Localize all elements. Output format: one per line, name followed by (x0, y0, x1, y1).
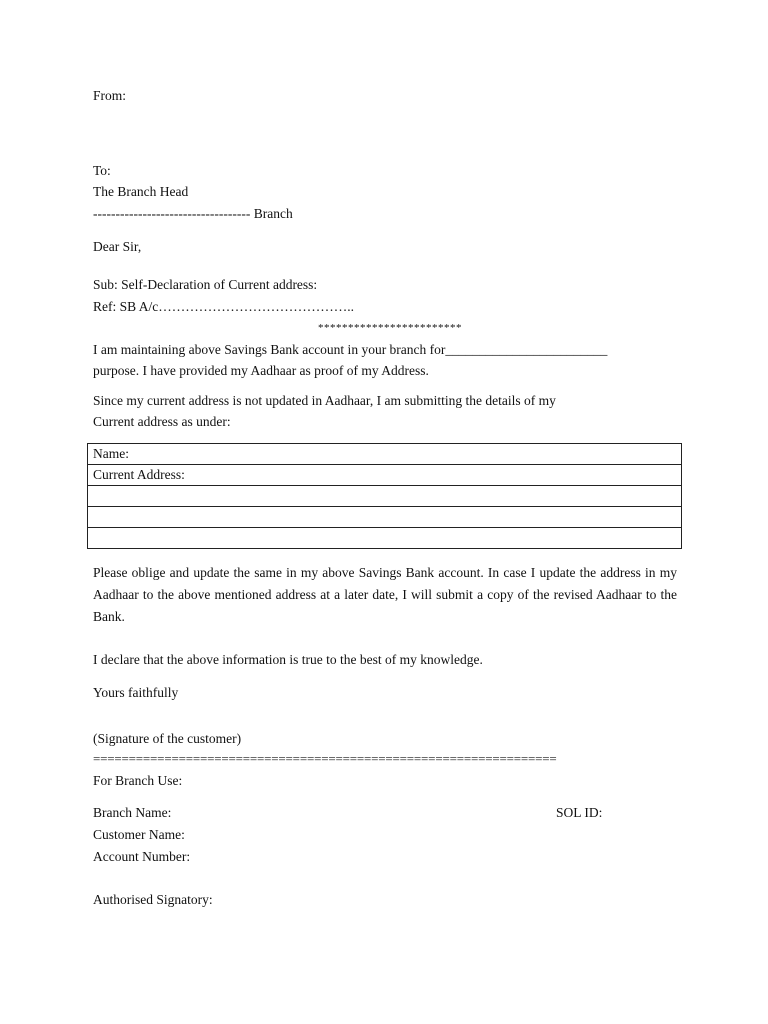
from-label: From: (93, 88, 127, 103)
oblige-paragraph: Please oblige and update the same in my above Savings Bank account. In case I update the address in my Aadhaar to the above mentioned address at a later date, I will submit a copy of the revised Aadhaar to the Bank. (93, 565, 677, 624)
to-branch-line: ----------------------------------- Branch (93, 206, 293, 221)
para2-line1: Since my current address is not updated in Aadhaar, I am submitting the details of my (93, 393, 556, 408)
salutation: Dear Sir, (93, 239, 142, 254)
branch-name-label: Branch Name: (93, 805, 172, 820)
table-row-blank (88, 507, 682, 528)
para1-line2: purpose. I have provided my Aadhaar as proof of my Address. (93, 363, 429, 378)
to-branch-head: The Branch Head (93, 184, 189, 199)
table-row-current-address: Current Address: (88, 465, 682, 486)
account-number-label: Account Number: (93, 849, 191, 864)
sol-id-label: SOL ID: (556, 805, 603, 820)
para2-line2: Current address as under: (93, 414, 231, 429)
divider-line: ================================================================= (93, 751, 557, 766)
to-label: To: (93, 163, 111, 178)
table-row-name: Name: (88, 444, 682, 465)
authorised-signatory-label: Authorised Signatory: (93, 892, 213, 907)
address-details-table (87, 443, 682, 549)
separator-stars: ************************ (318, 322, 462, 334)
table-row-blank (88, 528, 682, 549)
table-row-blank (88, 486, 682, 507)
reference-line: Ref: SB A/c…………………………………….. (93, 299, 355, 314)
subject-line: Sub: Self-Declaration of Current address: (93, 277, 318, 292)
branch-use-label: For Branch Use: (93, 773, 183, 788)
customer-name-label: Customer Name: (93, 827, 185, 842)
para1-line1: I am maintaining above Savings Bank account in your branch for________________________ (93, 342, 608, 357)
declaration-statement: I declare that the above information is true to the best of my knowledge. (93, 652, 483, 667)
signature-label: (Signature of the customer) (93, 731, 242, 746)
closing-line: Yours faithfully (93, 685, 179, 700)
